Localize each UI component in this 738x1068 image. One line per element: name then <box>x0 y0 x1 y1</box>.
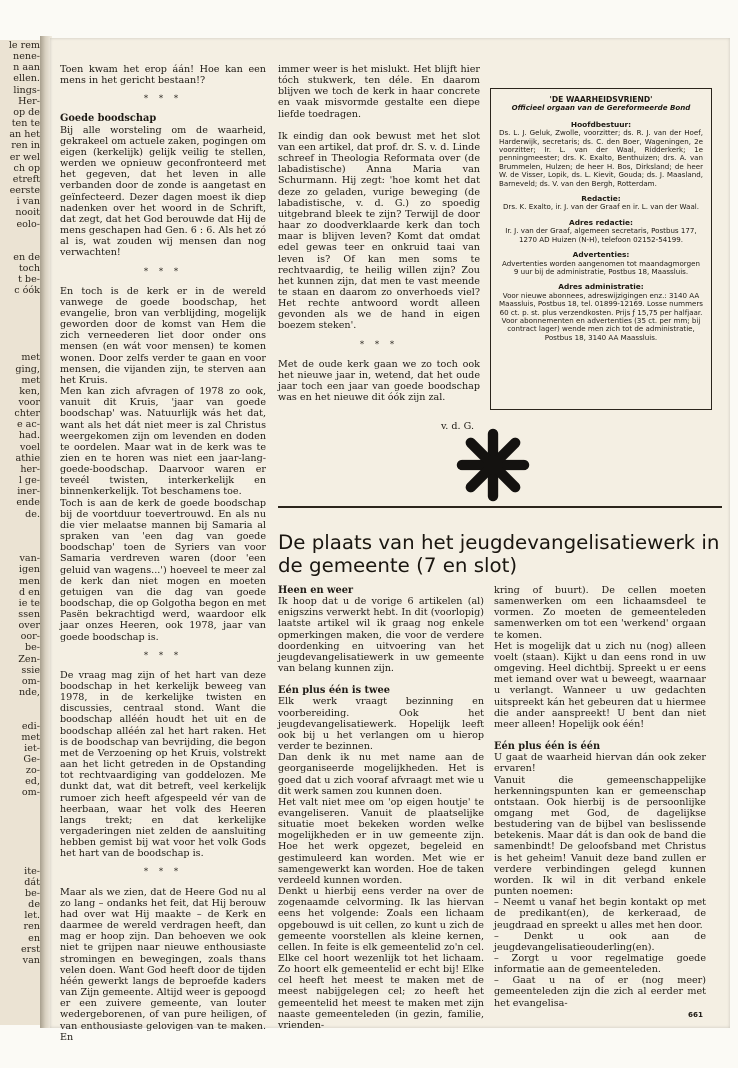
fragment-line: Zen- <box>18 653 40 665</box>
fragment-line: met <box>21 374 40 386</box>
fragment-line <box>0 531 44 542</box>
asterisk-ornament-icon <box>456 428 530 502</box>
fragment-line: eerste <box>9 185 40 197</box>
fragment-line: ken, <box>19 385 40 397</box>
paragraph: Maar als we zien, dat de Heere God nu al zo lang – ondanks het feit, dat Hij berouw had over wat Hij maakte – de Kerk en daarmee de wereld verdragen heeft, dan mag er hoop zijn. Dan behoeven we ook niet te grijpen naar nieuwe enthousiaste stromingen en bewegingen, zoals thans velen doen. Want God heeft door de tijden héén gewerkt langs de beproefde kaders van Zijn gemeente. Altijd weer is gepoogd er een zuivere gemeente, van louter wedergeborenen, of van pure heiligen, of van enthousiaste gelovigen van te maken. En <box>60 886 266 1043</box>
fragment-line: ch op <box>13 162 40 174</box>
section-break-stars: * * * <box>359 339 399 350</box>
masthead-section-heading: Redactie: <box>581 194 621 204</box>
fragment-line: er wel <box>9 151 40 163</box>
column-editorial-1 <box>60 64 266 1043</box>
fragment-line <box>0 854 44 865</box>
section-heading: Goede boodschap <box>60 113 157 125</box>
fragment-line <box>0 542 44 553</box>
masthead-section-heading: Adres administratie: <box>558 282 644 292</box>
fragment-line: c óók <box>14 285 40 297</box>
fragment-line <box>0 319 44 330</box>
section-heading: Heen en weer <box>278 585 354 596</box>
fragment-line: be- <box>24 642 40 654</box>
fragment-line: eolo- <box>16 218 40 230</box>
paragraph: Vanuit die gemeenschappelijke herkenningspunten kan er gemeenschap ontstaan. Ook hierbij is de persoonlijke omgang met God, de dagelijkse bestudering van de bijbel van beslissende betekenis. Maar dát is dan ook de band die samenbindt! De geloofsband met Christus is het geheim! Vanuit deze band zullen er verdere verbindingen gelegd kunnen worden. Ik wil in dit verband enkele punten noemen: <box>494 774 706 898</box>
paragraph: Dan denk ik nu met name aan de georganiseerde mogelijkheden. Het is goed dat u zich vooraf afvraagt met wie u dit werk samen zou kunnen doen. <box>278 752 484 797</box>
masthead-section-text: Advertenties worden aangenomen tot maandagmorgen 9 uur bij de administratie, Postbus 18, Maassluis. <box>502 258 700 276</box>
paragraph: immer weer is het mislukt. Het blijft hier tóch stukwerk, ten déle. En daarom blijven we toch de kerk in haar concrete en vaak misvormde gestalte een diepe liefde toedragen. <box>278 64 480 120</box>
paragraph: Toch is aan de kerk de goede boodschap bij de voortduur toevertrouwd. En als nu die vier melaatse mannen bij Samaria al spraken van 'een dag van goede boodschap' toen de Syriers van voor Samaria verdreven waren (door 'een geluid van wagens...') hoeveel te meer zal de kerk dan niet mogen en moeten getuigen van die dag van goede boodschap, die op Golgotha begon en met Pasën bekrachtigd werd, waardoor elk jaar onzes Heeren, ook 1978, jaar van goede boodschap is. <box>60 497 266 643</box>
masthead-section-heading: Hoofdbestuur: <box>570 119 632 129</box>
fragment-line: ssie <box>21 664 40 676</box>
fragment-line: Ge- <box>23 754 40 765</box>
fragment-line: zo- <box>25 765 40 777</box>
paragraph: – Denkt u ook aan de jeugdevangelisatieouderling(en). <box>494 930 706 953</box>
fragment-line: d en <box>18 586 40 598</box>
fragment-line <box>0 843 44 854</box>
spacer <box>494 730 706 741</box>
fragment-line: toch <box>18 263 40 275</box>
fragment-line: van <box>22 954 40 966</box>
fragment-line: ging, <box>15 363 40 375</box>
paragraph: – Gaat u na of er (nog meer) gemeenteleden zijn die zich al eerder met het evangelisa- <box>494 975 706 1009</box>
fragment-line: oor- <box>20 631 40 643</box>
paragraph: Het valt niet mee om 'op eigen houtje' te evangeliseren. Vanuit de plaatselijke situatie moet bekeken worden welke mogelijkheden er in uw gemeente zijn. Hoe het werk opgezet, begeleid en gestimuleerd kan worden. Met wie er samengewerkt kan worden. Hoe de taken verdeeld kunnen worden. <box>278 796 484 886</box>
fragment-line: Her- <box>18 95 40 107</box>
paragraph: Het is mogelijk dat u zich nu (nog) alleen voelt (staan). Kijkt u dan eens rond in uw omgeving. Heel dichtbij. Spreekt u er eens met iemand over wat u beweegt, waarnaar u verlangt. Wanneer u uw gedachten uitspreekt kán het gebeuren dat u hiermee die ander aanspreekt! U bent dan niet meer alleen! Hopelijk ook één! <box>494 640 706 730</box>
masthead-title: 'DE WAARHEIDSVRIEND' <box>549 95 653 104</box>
fragment-line: met <box>21 352 40 364</box>
paragraph: Denkt u hierbij eens verder na over de zogenaamde celvorming. Ik las hiervan eens het volgende: Zoals een lichaam opgebouwd is uit cellen, zo kunt u zich de gemeente voorstellen als kleine kernen, cellen. In feite is elk gemeentelid zo'n cel. Elke cel hoort wezenlijk tot het lichaam. Zo hoort elk gemeentelid er echt bij! Elke cel heeft het meest te maken met de meest nabijgelegen cel; zo heeft het gemeentelid het meest te maken met zijn naaste gemeenteleden (in gezin, familie, vrienden- <box>278 886 484 1031</box>
fragment-line: her- <box>20 463 40 475</box>
fragment-line: let. <box>24 910 40 922</box>
fragment-line: en <box>28 932 40 944</box>
fragment-line <box>0 308 44 319</box>
paragraph: De vraag mag zijn of het hart van deze boodschap in het kerkelijk beweeg van 1978, in de kerkelijke twisten en discussies, centraal stond. Want die boodschap alléén houdt het uit en de boodschap alléén zal het hart raken. Het is de boodschap van bevrijding, die begon met de Verzoening op het Kruis, volstrekt aan het licht getreden in de Opstanding tot rechtvaardiging van goddelozen. Me dunkt dat, wat dit betreft, veel kerkelijk rumoer zich heeft afgespeeld vér van de heerbaan, waar het volk des Heeren langs trekt; en dat kerkelijke vergaderingen niet zelden de aansluiting hebben gemist bij wat voor het volk Gods het hart van de boodschap is. <box>60 669 266 860</box>
fragment-line <box>0 520 44 531</box>
previous-page-fragment <box>0 40 44 1025</box>
section-heading: Eén plus één is één <box>494 741 601 753</box>
section-heading: Eén plus één is twee <box>278 685 390 697</box>
fragment-line: voor <box>18 397 40 408</box>
section-divider <box>278 506 722 508</box>
fragment-line: n aan <box>13 62 40 74</box>
article-headline: De plaats van het jeugdevangelisatiewerk in de gemeente (7 en slot) <box>278 531 720 577</box>
column-article-1 <box>278 585 484 1031</box>
fragment-line: ite- <box>24 865 40 877</box>
column-editorial-2 <box>278 64 480 433</box>
fragment-line: an het <box>9 129 40 141</box>
fragment-line: de <box>28 899 40 911</box>
column-article-2 <box>494 585 706 1009</box>
fragment-line: nene- <box>13 51 40 63</box>
fragment-line: ie te <box>18 597 40 609</box>
fragment-line <box>0 821 44 832</box>
section-break-stars: * * * <box>143 266 183 277</box>
paragraph: kring of buurt). De cellen moeten samenwerken om een lichaamsdeel te vormen. Zo moeten de gemeenteleden samenwerken om tot een 'werkend' orgaan te komen. <box>494 585 706 641</box>
fragment-line: op de <box>13 106 40 118</box>
fragment-line: ellen. <box>13 73 40 85</box>
fragment-line: i van <box>16 196 40 208</box>
section-break-stars: * * * <box>143 867 183 878</box>
fragment-line: e ac- <box>16 419 40 431</box>
fragment-line: t be- <box>18 274 40 286</box>
fragment-line: om- <box>21 787 40 799</box>
paragraph: Met de oude kerk gaan we zo toch ook het nieuwe jaar in, wetend, dat het oude jaar toch een jaar van goede boodschap was en het nieuwe dit óók zijn zal. <box>278 358 480 404</box>
paragraph: U gaat de waarheid hiervan dán ook zeker ervaren! <box>494 752 706 775</box>
fragment-line: athie <box>15 452 40 464</box>
masthead-section-text: Ir. J. van der Graaf, algemeen secretaris, Postbus 177, 1270 AD Huizen (N-H), telefoon 02152-54199. <box>505 226 697 244</box>
fragment-line: met <box>21 731 40 743</box>
fragment-line <box>0 832 44 843</box>
masthead-section-text: Voor nieuwe abonnees, adreswijzigingen enz.: 3140 AA Maassluis, Postbus 18, tel. 01899-12169. Losse nummers 60 ct. p. st. plus verzendkosten. Prijs ƒ 15,75 per halfjaar. Voor abonnementen en advertenties (35 ct. per mm; bij contract lager) wende men zich tot de administratie, Postbus 18, 3140 AA Maassluis. <box>499 290 703 342</box>
fragment-line <box>0 698 44 709</box>
paragraph: Bij alle worsteling om de waarheid, gekrakeel om actuele zaken, pogingen om eigen (kerkelijk) gelijk veilig te stellen, werden we opnieuw geconfronteerd met het gegeven, dat het leven in alle verbanden door de zonde is aangetast en geïnfecteerd. Dezer dagen moest ik diep nadenken over het woord in de Schrift, dat zegt, dat het God berouwde dat Hij de mens geschapen had Gen. 6 : 6. Als het zó al is, wat zouden wij mensen dan nog verwachten! <box>60 124 266 259</box>
fragment-line: om- <box>21 675 40 687</box>
fragment-line <box>0 297 44 308</box>
paragraph: – Neemt u vanaf het begin kontakt op met de predikant(en), de kerkeraad, de jeugdraad en spreekt u alles met hen door. <box>494 897 706 931</box>
fragment-line: lings- <box>13 84 40 96</box>
fragment-line: ten te <box>11 118 40 130</box>
section-break-stars: * * * <box>143 650 183 661</box>
spacer <box>278 120 480 131</box>
fragment-line: men <box>19 575 40 587</box>
fragment-line: ren in <box>11 140 40 152</box>
paragraph: Ik hoop dat u de vorige 6 artikelen (al) enigszins verwerkt hebt. In dit (voorlopig) laatste artikel wil ik graag nog enkele opmerkingen maken, die voor de verdere doordenking en uitvoering van het jeugdevangelisatiewerk in uw gemeente van belang kunnen zijn. <box>278 596 484 675</box>
fragment-line: igen <box>18 564 40 576</box>
section-break-stars: * * * <box>143 94 183 105</box>
masthead-section-text: Ds. L. J. Geluk, Zwolle, voorzitter; ds. R. J. van der Hoef, Harderwijk, secretaris; ds. C. den Boer, Wageningen, 2e voorzitter; Ir. L. van der Waal, Ridderkerk; 1e penningmeester; drs. K. Exalto, Benthuizen; drs. A. van Brummelen, Hulzen; de heer H. Bos, Dirksland; de heer W. de Visser, Lopik, ds. L. Kievit, Gouda; ds. J. Maasland, Barneveld; ds. V. van den Bergh, Rotterdam. <box>499 128 703 188</box>
fragment-line: ssen <box>18 608 40 620</box>
masthead-section-heading: Adres redactie: <box>569 217 633 227</box>
paragraph: Ik eindig dan ook bewust met het slot van een artikel, dat prof. dr. S. v. d. Linde schreef in Theologia Reformata over (de labadistische) Anna Maria van Schurmann. Hij zegt: 'hoe komt het dat deze zo geladen, vurige beweging (de labadistische, v. d. G.) zo spoedig uitgebrand bleek te zijn? Terwijl de door haar zo doodverklaarde kerk dan toch maar is blijven leven? Komt dat omdat edel gewas teer en onkruid taai van leven is? Of kan men soms te rechtvaardig, te heilig willen zijn? Zou het kunnen zijn, dat men te vast meende te staan en daarom zo onverhoeds viel? Het rechte antwoord wordt alleen gevonden als we de hand in eigen boezem steken'. <box>278 130 480 332</box>
fragment-line: edi- <box>21 720 40 732</box>
spacer <box>278 674 484 685</box>
paragraph: – Zorgt u voor regelmatige goede informatie aan de gemeenteleden. <box>494 953 706 976</box>
fragment-line: iner- <box>17 486 40 498</box>
paragraph: Toen kwam het erop áán! Hoe kan een mens in het gericht bestaan!? <box>60 64 266 87</box>
fragment-line <box>0 810 44 821</box>
fragment-line: ren <box>23 921 40 933</box>
fragment-line <box>0 341 44 352</box>
fragment-line: over <box>18 620 40 632</box>
fragment-line: had. <box>18 430 40 442</box>
masthead-box <box>490 88 712 410</box>
fragment-line: erst <box>20 943 40 955</box>
fragment-line: en de <box>13 251 40 263</box>
paragraph: Men kan zich afvragen of 1978 zo ook, vanuit dit Kruis, 'jaar van goede boodschap' was. Natuurlijk wás het dat, want als het dát niet meer is zal Christus weergekomen zijn om levenden en doden te oordelen. Maar wat in de kerk was te zien en te horen was niet een jaar-lang-goede-boodschap. Daarvoor waren er teveél twisten, interkerkelijk en binnenkerkelijk. Tot beschamens toe. <box>60 386 266 498</box>
fragment-line: l ge- <box>18 475 40 487</box>
paragraph: En toch is de kerk er in de wereld vanwege de goede boodschap, het evangelie, bron van verblijding, mogelijk geworden door de komst van Hem die zich verneederen liet door onder ons mensen (en wát voor mensen) te komen wonen. Door zelfs verder te gaan en voor mensen, die vijanden zijn, te sterven aan het Kruis. <box>60 285 266 386</box>
fragment-line <box>0 799 44 810</box>
fragment-line <box>0 230 44 241</box>
fragment-line: be- <box>24 887 40 899</box>
masthead-subtitle: Officieel orgaan van de Gereformeerde Bond <box>511 103 691 113</box>
fragment-line: le rem <box>8 40 40 51</box>
fragment-line: chter <box>14 408 40 420</box>
fragment-line <box>0 709 44 720</box>
fragment-line: van- <box>19 553 40 565</box>
fragment-line: etreft <box>12 173 40 185</box>
fragment-line: iet- <box>24 742 40 754</box>
fragment-line: nooit <box>15 207 40 219</box>
fragment-line <box>0 241 44 252</box>
author-signature: v. d. G. <box>441 421 474 433</box>
fragment-line: voel <box>20 441 40 453</box>
masthead-section-heading: Advertenties: <box>572 250 630 260</box>
masthead-sections <box>499 121 703 342</box>
fragment-line: dát <box>24 876 40 888</box>
fragment-line: ende <box>16 497 40 509</box>
fragment-line: ed, <box>25 776 40 788</box>
masthead-section-text: Drs. K. Exalto, ir. J. van der Graaf en ir. L. van der Waal. <box>502 202 700 212</box>
fragment-line: de. <box>25 508 40 520</box>
fragment-line: nde, <box>18 687 40 699</box>
paragraph: Elk werk vraagt bezinning en voorbereiding. Ook het jeugdevangelisatiewerk. Hopelijk leeft ook bij u het verlangen om u hierop verder te bezinnen. <box>278 696 484 753</box>
fragment-line <box>0 330 44 341</box>
page-number: 661 <box>688 1010 704 1019</box>
